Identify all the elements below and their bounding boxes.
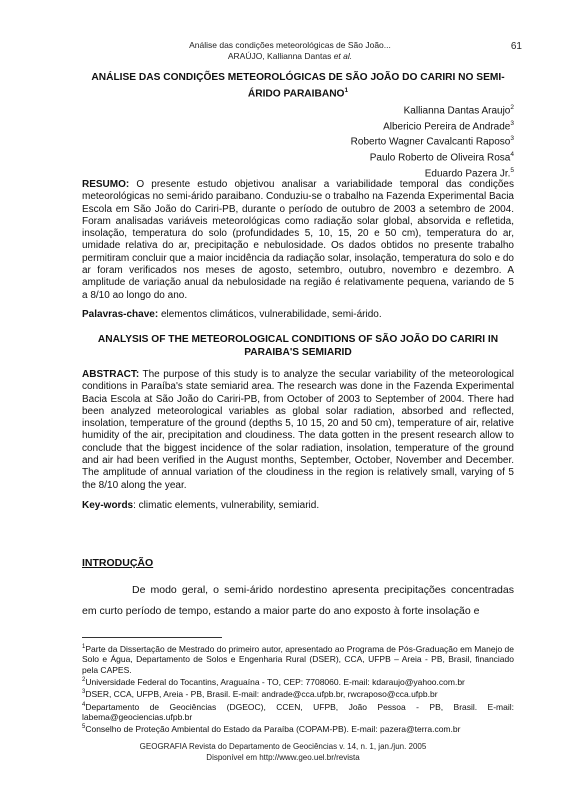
intro-text: De modo geral, o semi-árido nordestino apresenta precipitações concentradas em curto período de tempo, estando a maior parte do ano exposto à forte insolação e	[82, 584, 514, 617]
palavras-chave	[82, 309, 514, 321]
running-head-authors: ARAÚJO, Kallianna Dantas et al.	[227, 51, 353, 61]
keywords-label: Key-words	[82, 500, 134, 511]
footnote-item: $^1$Parte da Dissertação de Mestrado do primeiro autor, apresentado ao Programa de Pós-Graduação em Manejo de Solo e Água, Departamento de Solos e Engenharia Rural (DSER), CCA, UFPB – Areia - PB, Brasil, financiado pela CAPES.	[82, 643, 514, 675]
author-line: Kallianna Dantas Araujo$^2$	[403, 104, 514, 117]
footnote-item: $^2$Universidade Federal do Tocantins, Araguaína - TO, CEP: 7708060. E-mail: kdaraujo@yahoo.com.br	[82, 676, 465, 687]
footnote-item: $^3$DSER, CCA, UFPB, Areia - PB, Brasil. E-mail: andrade@cca.ufpb.br, rwcraposo@cca.ufpb.br	[82, 689, 438, 700]
footer-availability: Disponível em http://www.geo.uel.br/revista	[206, 752, 360, 762]
page-number: 61	[510, 41, 522, 52]
resumo-label: RESUMO:	[82, 179, 130, 190]
palavras-chave-label: Palavras-chave:	[82, 309, 159, 320]
running-head-title: Análise das condições meteorológicas de São João...	[189, 40, 391, 50]
footnote-divider	[82, 637, 222, 638]
page-footer	[110, 742, 456, 763]
footnote-item: $^5$Conselho de Proteção Ambiental do Estado da Paraíba (COPAM-PB). E-mail: pazera@terra.com.br	[82, 723, 461, 734]
section-heading-introducao: INTRODUÇÃO	[82, 557, 154, 569]
keywords	[82, 500, 514, 512]
author-line: Paulo Roberto de Oliveira Rosa$^4$	[369, 150, 514, 164]
abstract-label: ABSTRACT:	[82, 369, 140, 380]
intro-paragraph	[82, 580, 514, 622]
abstract-text: The purpose of this study is to analyze the secular variability of the meteorological conditions in Paraíba's state semiarid area. The research was done in the Fazenda Experimental Bacia Escola at São João do Cariri-PB, from October of 2003 to September of 2004. There had been analyzed meteorological variables as global solar radiation, absorbed and reflected, insolation, temperature of the ground (depths 5, 10 15, 20 and 50 cm), temperature of air, relative humidity of the air, precipitation and cloudiness. The data gotten in the present research allow to conclude that the biggest incidence of the solar radiation, insolation, temperature of the ground and air had been verified in the August months, September, October, November and December. The amplitude of annual variation of the cloudiness in the region is relatively small, varying of 5 the 8/10 along the year.	[82, 369, 514, 491]
article-title-en: ANALYSIS OF THE METEOROLOGICAL CONDITIONS OF SÃO JOÃO DO CARIRI IN PARAIBA'S SEMIARID	[97, 334, 499, 358]
title-footnote-ref: 1	[344, 86, 349, 94]
palavras-chave-text: elementos climáticos, vulnerabilidade, semi-árido.	[158, 309, 382, 320]
resumo-paragraph	[82, 179, 514, 302]
footnotes	[82, 642, 514, 734]
author-line: Eduardo Pazera Jr.$^5$	[424, 166, 514, 179]
author-list	[351, 102, 514, 180]
running-head	[140, 40, 440, 62]
article-title-pt: ANÁLISE DAS CONDIÇÕES METEOROLÓGICAS DE SÃO JOÃO DO CARIRI NO SEMI-ÁRIDO PARAIBANO$^1$	[91, 72, 505, 99]
footer-journal: GEOGRAFIA Revista do Departamento de Geociências v. 14, n. 1, jan./jun. 2005	[139, 742, 427, 751]
keywords-text: : climatic elements, vulnerability, semiarid.	[133, 500, 320, 511]
footnote-item: $^4$Departamento de Geociências (DGEOC), CCEN, UFPB, João Pessoa - PB, Brasil. E-mail: labema@geociencias.ufpb.br	[82, 701, 514, 722]
abstract-paragraph	[82, 369, 514, 492]
author-line: Roberto Wagner Cavalcanti Raposo$^3$	[350, 135, 514, 148]
resumo-text: O presente estudo objetivou analisar a variabilidade temporal das condições meteorológicas no semi-árido paraibano. Conduziu-se o trabalho na Fazenda Experimental Bacia Escola em São João do Cariri-PB, durante o período de outubro de 2003 a setembro de 2004. Foram analisadas variáveis meteorológicas como radiação solar global, absorvida e refletida, insolação, temperatura do solo (profundidades 5, 10, 15, 20 e 50 cm), temperatura do ar, umidade relativa do ar, precipitação e nebulosidade. Os dados obtidos no presente trabalho permitiram concluir que a maior incidência da radiação solar, insolação, temperatura do solo e do ar foram verificados nos meses de agosto, setembro, outubro, novembro e dezembro. A amplitude de variação anual da nebulosidade na região é relativamente pequena, variando de 5 a 8/10 ao longo do ano.	[82, 179, 514, 301]
author-line: Albericio Pereira de Andrade$^3$	[383, 119, 514, 132]
